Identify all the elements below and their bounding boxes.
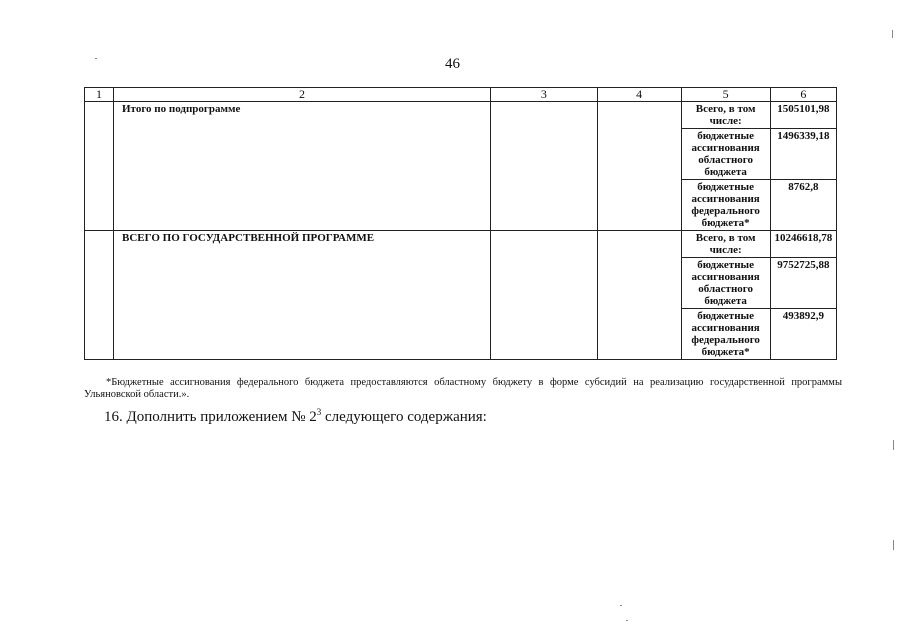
funding-amount: 10246618,78 bbox=[770, 231, 836, 258]
table-row bbox=[85, 231, 837, 258]
funding-source: Всего, в том числе: bbox=[681, 102, 770, 129]
column-header: 1 bbox=[85, 88, 114, 102]
scan-speck bbox=[95, 58, 97, 59]
table-row bbox=[85, 102, 837, 129]
footnote bbox=[84, 377, 842, 401]
funding-amount: 493892,9 bbox=[770, 309, 836, 360]
scan-speck bbox=[892, 30, 893, 38]
funding-source: бюджетные ассигнования областного бюджета bbox=[681, 258, 770, 309]
funding-amount: 1505101,98 bbox=[770, 102, 836, 129]
scan-speck bbox=[893, 440, 894, 450]
amendment-text-before: 16. Дополнить приложением № 2 bbox=[104, 409, 317, 425]
table-header-row bbox=[85, 88, 837, 102]
scan-speck bbox=[626, 620, 628, 621]
funding-amount: 1496339,18 bbox=[770, 129, 836, 180]
funding-amount: 8762,8 bbox=[770, 180, 836, 231]
section-title: Итого по подпрограмме bbox=[114, 102, 491, 231]
empty-cell bbox=[597, 102, 681, 231]
funding-source: бюджетные ассигнования федерального бюджета* bbox=[681, 309, 770, 360]
footnote-text: *Бюджетные ассигнования федерального бюджета предоставляются областному бюджету в форме субсидий на реализацию государственной программы Ульяновской области.». bbox=[84, 377, 842, 400]
empty-cell bbox=[491, 231, 598, 360]
column-header: 4 bbox=[597, 88, 681, 102]
empty-cell bbox=[597, 231, 681, 360]
page-number: 46 bbox=[445, 56, 460, 72]
column-header: 3 bbox=[491, 88, 598, 102]
funding-source: бюджетные ассигнования областного бюджета bbox=[681, 129, 770, 180]
column-header: 6 bbox=[770, 88, 836, 102]
column-header: 5 bbox=[681, 88, 770, 102]
budget-table bbox=[84, 87, 837, 360]
funding-source: Всего, в том числе: bbox=[681, 231, 770, 258]
funding-source: бюджетные ассигнования федерального бюджета* bbox=[681, 180, 770, 231]
row-number-cell bbox=[85, 231, 114, 360]
amendment-superscript: 3 bbox=[316, 407, 322, 417]
amendment-text-after: следующего содержания: bbox=[321, 409, 487, 425]
column-header: 2 bbox=[114, 88, 491, 102]
empty-cell bbox=[491, 102, 598, 231]
scan-speck bbox=[893, 540, 894, 550]
section-title: ВСЕГО ПО ГОСУДАРСТВЕННОЙ ПРОГРАММЕ bbox=[114, 231, 491, 360]
amendment-paragraph bbox=[104, 407, 487, 426]
scan-speck bbox=[620, 605, 622, 606]
row-number-cell bbox=[85, 102, 114, 231]
funding-amount: 9752725,88 bbox=[770, 258, 836, 309]
